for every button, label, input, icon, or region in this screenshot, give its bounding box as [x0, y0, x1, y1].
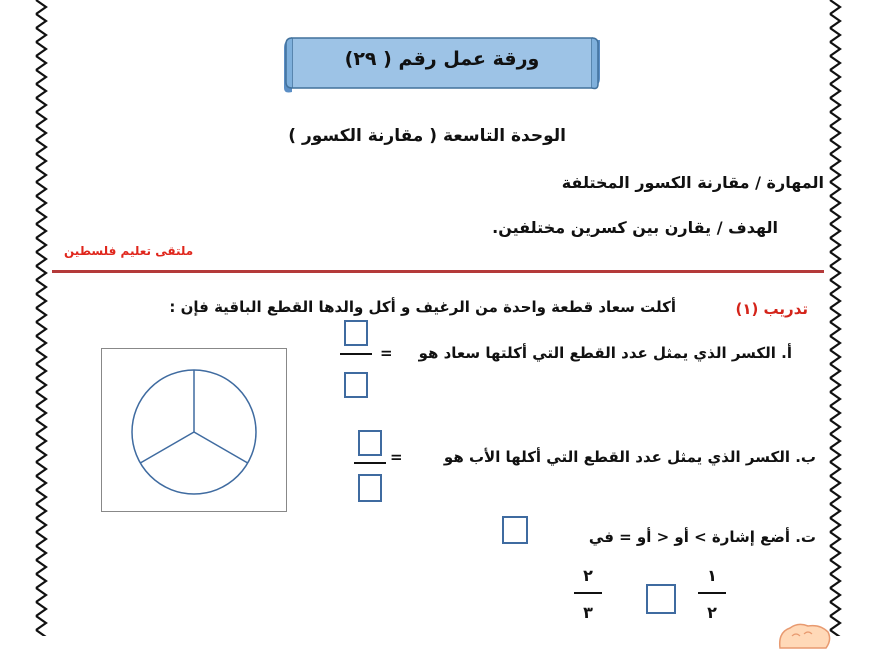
pointing-hand-icon	[776, 618, 832, 650]
fraction-right-bar	[574, 592, 602, 594]
fraction-left-denominator: ٢	[707, 603, 717, 622]
fraction-bar-a	[340, 353, 372, 355]
pie-figure	[101, 348, 287, 512]
comparison-sign-box[interactable]	[646, 584, 676, 614]
circle-divided-into-three-icon	[102, 349, 286, 511]
question-a: أ. الكسر الذي يمثل عدد القطع التي أكلتها سعاد هو	[418, 344, 792, 362]
fraction-right-numerator: ٢	[583, 566, 593, 585]
comparison-sign-box-example[interactable]	[502, 516, 528, 544]
exercise-instruction: أكلت سعاد قطعة واحدة من الرغيف و أكل والدها القطع الباقية فإن :	[169, 298, 676, 316]
equals-a: =	[380, 344, 393, 362]
fraction-bar-b	[354, 462, 386, 464]
skill-line: المهارة / مقارنة الكسور المختلفة	[561, 173, 824, 192]
answer-box-a-denominator[interactable]	[344, 372, 368, 398]
answer-box-b-numerator[interactable]	[358, 430, 382, 456]
goal-line: الهدف / يقارن بين كسرين مختلفين.	[492, 218, 778, 237]
answer-box-a-numerator[interactable]	[344, 320, 368, 346]
fraction-left-numerator: ١	[707, 566, 717, 585]
exercise-title: تدريب (١)	[735, 300, 808, 318]
title-banner	[284, 34, 600, 94]
right-decorative-border	[828, 0, 842, 636]
left-decorative-border	[34, 0, 48, 636]
fraction-left-bar	[698, 592, 726, 594]
forum-label: ملتقى تعليم فلسطين	[64, 244, 194, 258]
worksheet-title: ورقة عمل رقم ( ٢٩)	[344, 48, 540, 70]
question-c: ت. أضع إشارة > أو < أو = في	[588, 528, 816, 546]
answer-box-b-denominator[interactable]	[358, 474, 382, 502]
question-b: ب. الكسر الذي يمثل عدد القطع التي أكلها الأب هو	[443, 448, 816, 466]
equals-b: =	[390, 448, 403, 466]
section-divider	[52, 270, 824, 273]
unit-heading: الوحدة التاسعة ( مقارنة الكسور )	[288, 126, 566, 146]
fraction-right-denominator: ٣	[583, 603, 593, 622]
